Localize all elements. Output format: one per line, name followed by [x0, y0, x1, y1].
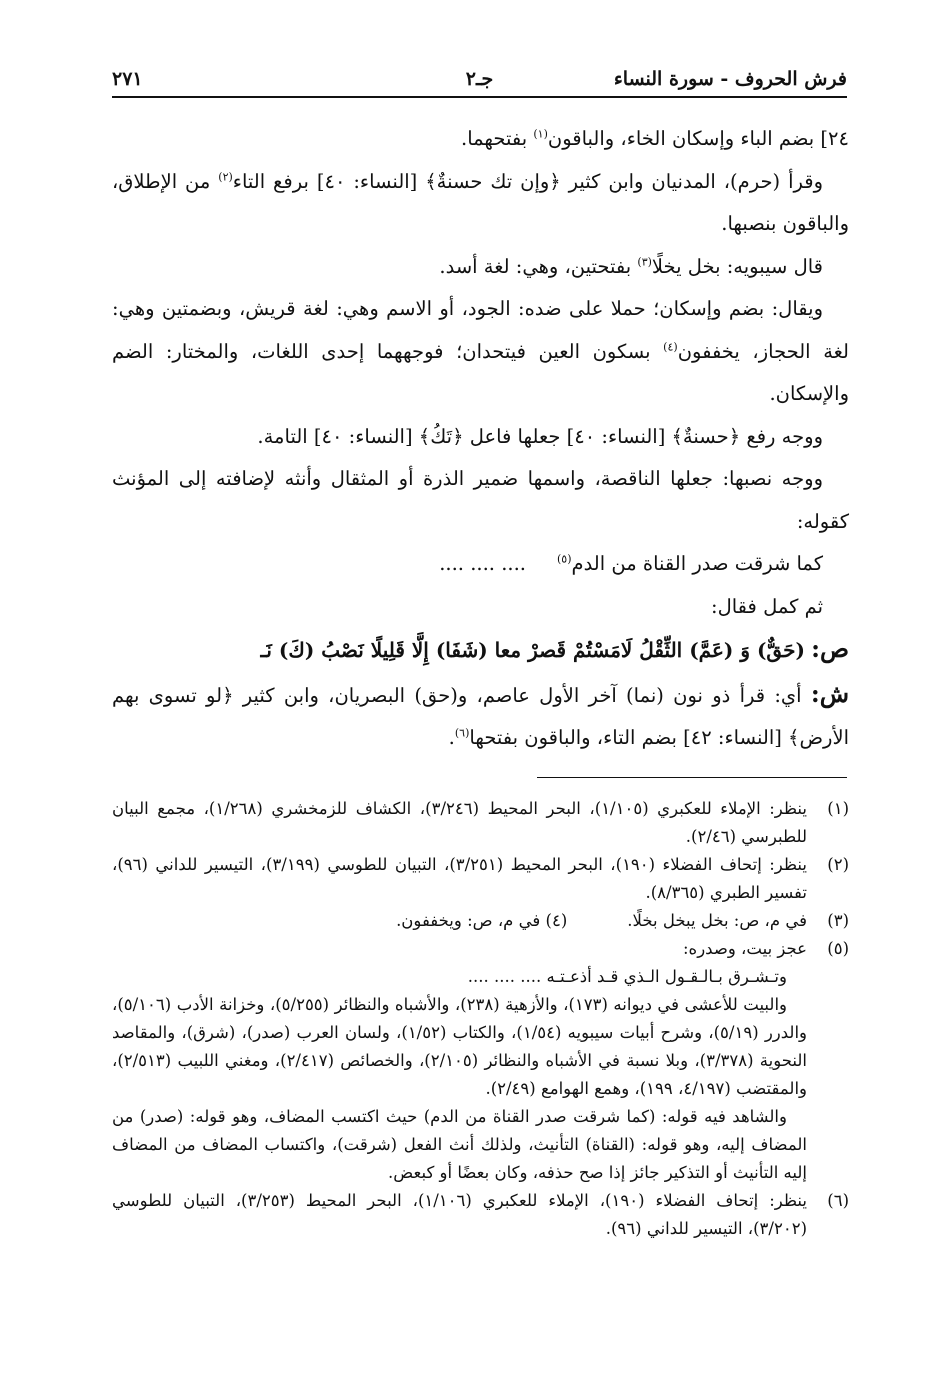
footnote-number: (١)	[827, 799, 849, 818]
footnote-text: ينظر: إتحاف الفضلاء (١٩٠)، البحر المحيط (٣/٢٥١)، التبيان للطوسي (٣/١٩٩)، التيسير للداني (٩٦)، تفسير الطبري (٨/٣٦٥).	[112, 855, 807, 902]
footnote	[112, 795, 849, 851]
footnote-text: عجز بيت، وصدره:	[683, 939, 807, 958]
commentary-label: ش:	[810, 678, 850, 708]
footnote-ref[interactable]: (٦)	[454, 726, 470, 740]
paragraph: ٢٤] بضم الباء وإسكان الخاء، والباقون$^{(١)}$ بفتحهما.	[461, 127, 849, 150]
footnote	[112, 907, 849, 935]
footnote-ref[interactable]: (٢)	[218, 170, 233, 183]
running-header	[112, 58, 847, 98]
footnote	[112, 935, 849, 1187]
paragraph: ويقال: بضم وإسكان؛ حملا على ضده: الجود، أو الاسم وهي: لغة قريش، وبضمتين وهي: لغة الحجاز، يخففون$^{(٤)}$ بسكون العين فيتحدان؛ فوجههما إحدى اللغات، والمختار: الضم والإسكان.	[112, 297, 849, 405]
paragraph: ووجه نصبها: جعلها الناقصة، واسمها ضمير الذرة أو المثقال وأنثه لإضافته إلى المؤنث كقوله:	[112, 467, 849, 533]
verse-label: ص:	[811, 634, 849, 663]
footnote	[112, 851, 849, 907]
footnote-text: في م، ص: ويخففون.	[396, 911, 541, 930]
header-title: فرش الحروف - سورة النساء	[613, 68, 847, 90]
footnote-separator	[537, 777, 847, 778]
footnotes	[112, 795, 849, 1243]
paragraph: ثم كمل فقال:	[711, 594, 823, 618]
footnote-ref[interactable]: (٣)	[637, 255, 652, 268]
footnote-text: والشاهد فيه قوله: (كما شرقت صدر القناة من الدم) حيث اكتسب المضاف، وهو قوله: (صدر) من المضاف إليه، وهو قوله: (القناة) التأنيث، ولذلك أنث الفعل (شرقت)، واكتساب المضاف من المضاف إليه التأنيث أو التذكير جائز إذا صح حذفه، وكان بعضًا أو كبعض.	[112, 1107, 807, 1182]
poetry-line: كما شرقت صدر القناة من الدم$^{(٥)}$ .... .... ....	[439, 552, 823, 575]
footnote-number: (٦)	[827, 1191, 849, 1210]
paragraph: وقرأ (حرم)، المدنيان وابن كثير ﴿وإن تك حسنةٌ﴾ [النساء: ٤٠] برفع التاء$^{(٢)}$ من الإطلاق، والباقون بنصبها.	[112, 169, 849, 235]
footnote-ref[interactable]: (١)	[533, 127, 548, 141]
verse-text: (حَقٌّ) وَ (عَمَّ) الثِّقْلُ لَامَسْتُمْ قَصرْ معا (شَفَا) إِلَّا قَلِيلًا نَصْبُ (كَ) نَـ	[260, 638, 805, 662]
footnote	[112, 1187, 849, 1243]
main-text	[112, 118, 849, 760]
page-number: ٢٧١	[112, 68, 143, 90]
verse-line	[112, 628, 849, 673]
footnote-text: ينظر: الإملاء للعكبري (١/١٠٥)، البحر المحيط (٣/٢٤٦)، الكشاف للزمخشري (١/٢٦٨)، مجمع البيان للطبرسي (٢/٤٦).	[112, 799, 808, 846]
volume-number: جـ٢	[465, 68, 494, 90]
footnote-ref[interactable]: (٤)	[663, 340, 678, 353]
footnote-ref[interactable]: (٥)	[556, 552, 572, 566]
paragraph: ووجه رفع ﴿حسنةٌ﴾ [النساء: ٤٠] جعلها فاعل ﴿تَكُ﴾ [النساء: ٤٠] التامة.	[257, 424, 823, 448]
footnote-number: (٥)	[827, 939, 849, 958]
commentary: ش: أي: قرأ ذو نون (نما) آخر الأول عاصم، و(حق) البصريان، وابن كثير ﴿لو تسوى بهم الأرض﴾ [النساء: ٤٢] بضم التاء، والباقون بفتحها$^{(٦)}$.	[112, 678, 850, 749]
footnote-number: (٤)	[545, 911, 568, 930]
footnote-number: (٢)	[827, 855, 849, 874]
footnote-text: والبيت للأعشى في ديوانه (١٧٣)، والأزهية (٢٣٨)، والأشباه والنظائر (٥/٢٥٥)، وخزانة الأدب (٥/١٠٦)، والدرر (٥/١٩)، وشرح أبيات سيبويه (١/٥٤)، والكتاب (١/٥٢)، ولسان العرب (صدر)، (شرق)، والمقاصد النحوية (٣/٣٧٨)، وبلا نسبة في الأشباه والنظائر (٢/١٠٥)، والخصائص (٢/٤١٧)، ومغني اللبيب (٢/٥١٣)، والمقتضب (٤/١٩٧، ١٩٩)، وهمع الهوامع (٢/٤٩).	[112, 995, 808, 1098]
footnote-number: (٣)	[827, 911, 849, 930]
footnote-text: ينظر: إتحاف الفضلاء (١٩٠)، الإملاء للعكبري (١/١٠٦)، البحر المحيط (٣/٢٥٣)، التبيان للطوسي (٣/٢٠٢)، التيسير للداني (٩٦).	[112, 1191, 807, 1238]
footnote-poetry: وتـشـرق بـالـقـول الـذي قـد أذعـتـه .... .... ....	[467, 967, 787, 986]
footnote-text: في م، ص: بخل يبخل بخلًا.	[627, 911, 807, 930]
paragraph: قال سيبويه: بخل يخلًا$^{(٣)}$ بفتحتين، وهي: لغة أسد.	[439, 254, 823, 278]
